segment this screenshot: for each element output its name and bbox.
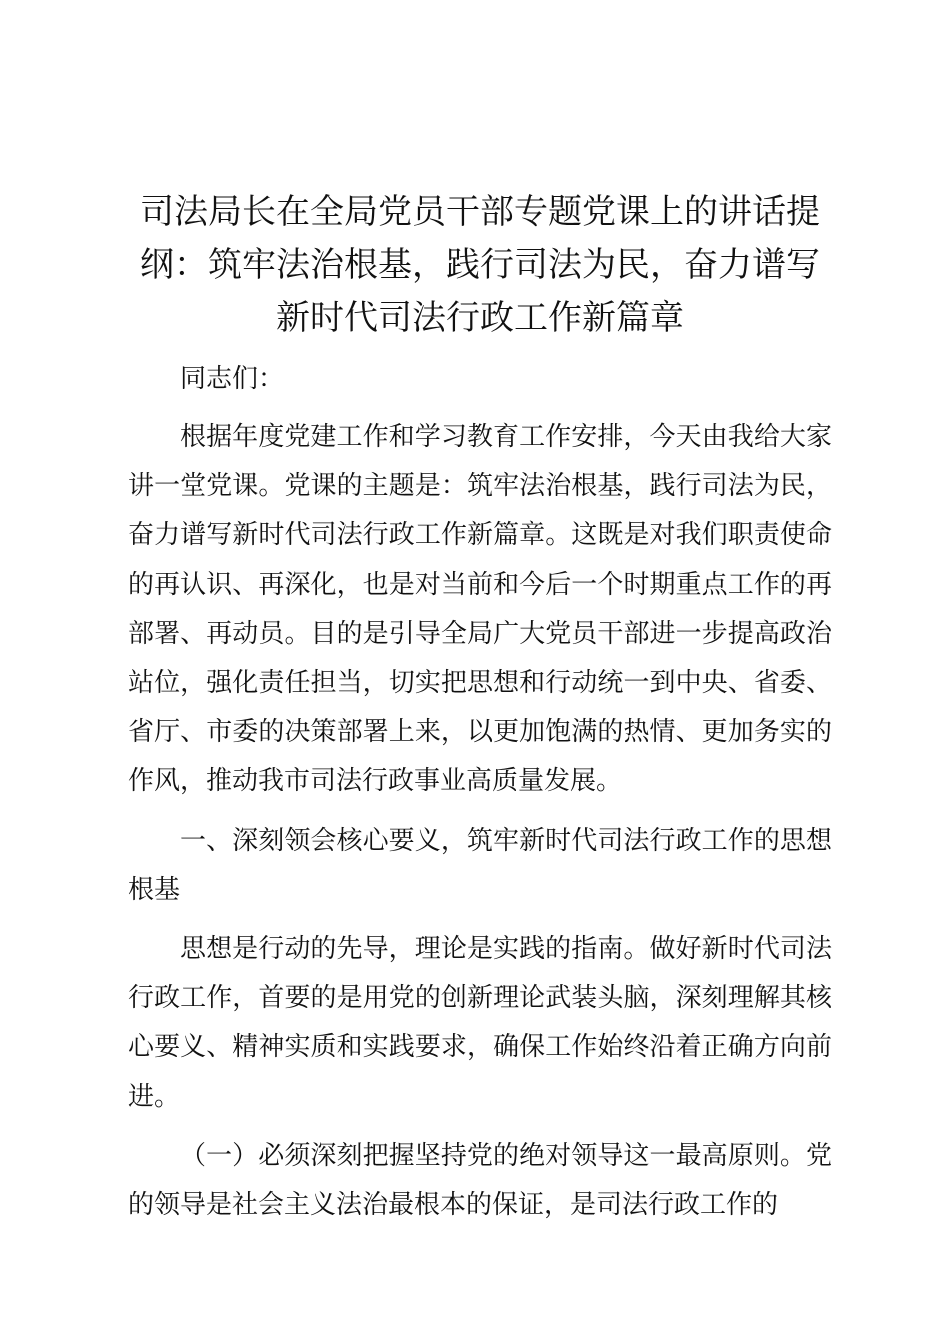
document-title: 司法局长在全局党员干部专题党课上的讲话提纲：筑牢法治根基，践行司法为民，奋力谱写新时代司法行政工作新篇章 [140, 192, 820, 338]
paragraph-subsection-1: （一）必须深刻把握坚持党的绝对领导这一最高原则。党的领导是社会主义法治最根本的保证，是司法行政工作的 [128, 1140, 832, 1221]
paragraph-intro: 根据年度党建工作和学习教育工作安排，今天由我给大家讲一堂党课。党课的主题是：筑牢法治根基，践行司法为民，奋力谱写新时代司法行政工作新篇章。这既是对我们职责使命的再认识、再深化，也是对当前和今后一个时期重点工作的再部署、再动员。目的是引导全局广大党员干部进一步提高政治站位，强化责任担当，切实把思想和行动统一到中央、省委、省厅、市委的决策部署上来，以更加饱满的热情、更加务实的作风，推动我市司法行政事业高质量发展。 [128, 422, 832, 797]
section-heading-1: 一、深刻领会核心要义，筑牢新时代司法行政工作的思想根基 [128, 825, 832, 905]
salutation: 同志们： [180, 364, 285, 394]
paragraph-section-1: 思想是行动的先导，理论是实践的指南。做好新时代司法行政工作，首要的是用党的创新理论武装头脑，深刻理解其核心要义、精神实质和实践要求，确保工作始终沿着正确方向前进。 [128, 934, 832, 1112]
document-page [128, 186, 832, 1230]
